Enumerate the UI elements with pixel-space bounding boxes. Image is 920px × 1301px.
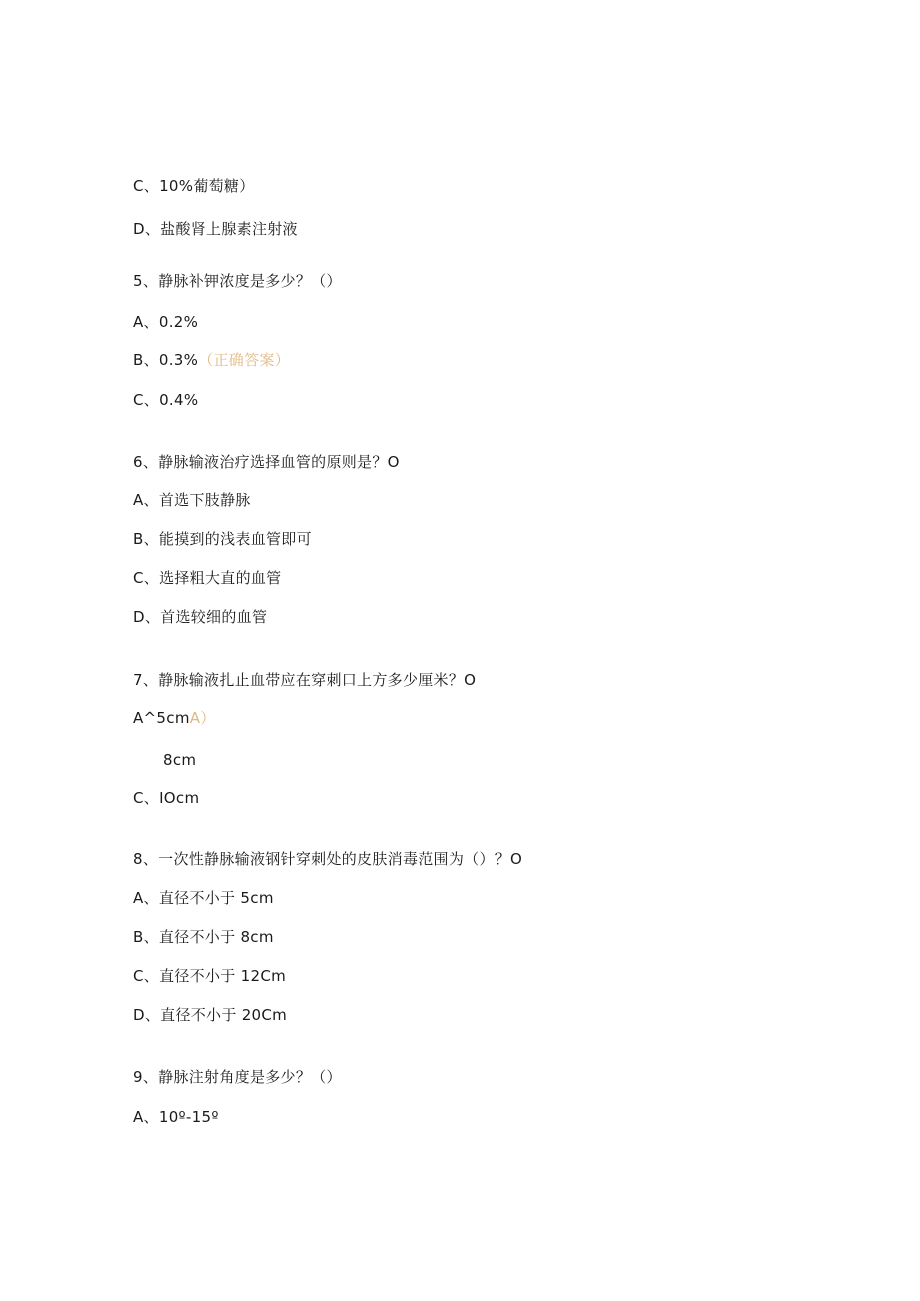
- option-4d: D、盐酸肾上腺素注射液: [133, 220, 298, 238]
- option-5b: B、0.3%（正确答案）: [133, 351, 291, 369]
- question-6: 6、静脉输液治疗选择血管的原则是？O: [133, 453, 400, 471]
- option-8a: A、直径不小于 5cm: [133, 889, 274, 907]
- option-8b: B、直径不小于 8cm: [133, 928, 274, 946]
- question-7: 7、静脉输液扎止血带应在穿刺口上方多少厘米？O: [133, 671, 477, 689]
- option-5c: C、0.4%: [133, 391, 199, 409]
- option-7a: A^5cmA）: [133, 709, 216, 727]
- correct-answer-note: （正确答案）: [198, 351, 291, 369]
- option-7c: C、IOcm: [133, 789, 200, 807]
- option-6c: C、选择粗大直的血管: [133, 569, 282, 587]
- question-9: 9、静脉注射角度是多少？（）: [133, 1068, 342, 1086]
- option-6a: A、首选下肢静脉: [133, 491, 251, 509]
- option-9a: A、10º-15º: [133, 1108, 219, 1126]
- option-4c: C、10%葡萄糖）: [133, 177, 255, 195]
- option-5a: A、0.2%: [133, 313, 199, 331]
- option-6d: D、首选较细的血管: [133, 608, 268, 626]
- option-6b: B、能摸到的浅表血管即可: [133, 530, 312, 548]
- question-8: 8、一次性静脉输液钢针穿刺处的皮肤消毒范围为（）？O: [133, 850, 523, 868]
- correct-answer-note: A）: [189, 709, 216, 727]
- option-8c: C、直径不小于 12Cm: [133, 967, 287, 985]
- option-7b: 8cm: [163, 751, 197, 769]
- question-5: 5、静脉补钾浓度是多少？（）: [133, 272, 342, 290]
- option-8d: D、直径不小于 20Cm: [133, 1006, 288, 1024]
